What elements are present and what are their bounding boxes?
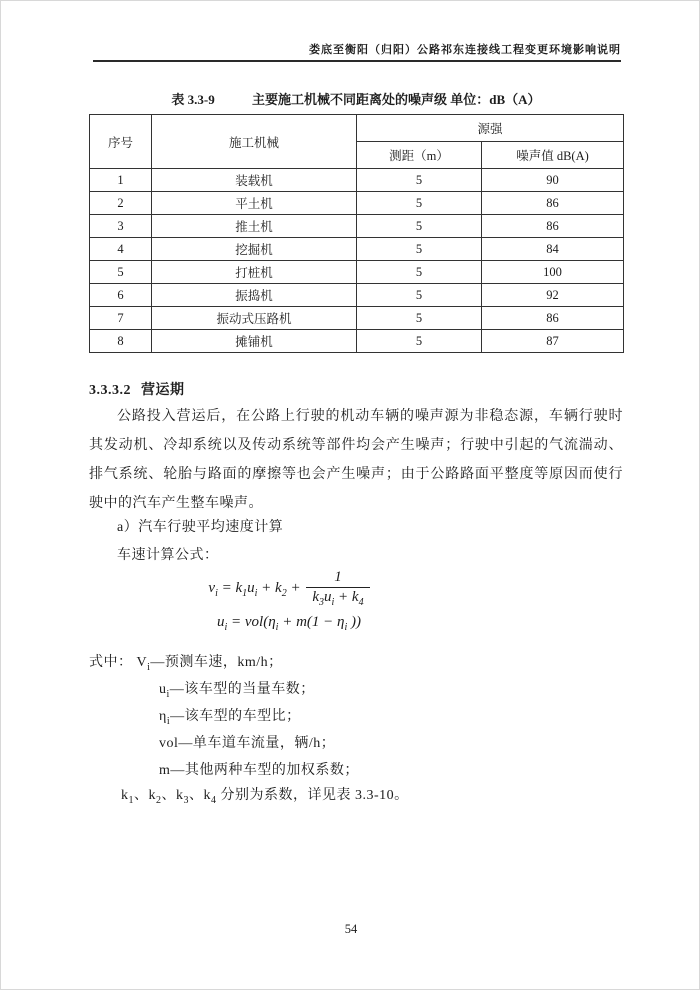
table-row [90, 307, 624, 330]
definition-line [89, 730, 623, 757]
cell-machine: 装载机 [152, 169, 357, 192]
cell-distance: 5 [357, 192, 482, 215]
section-title: 营运期 [141, 383, 185, 398]
cell-noise: 86 [482, 192, 624, 215]
formula-lhs: $v_i = k_1u_i + k_2$ + [208, 579, 305, 599]
section-heading [89, 379, 185, 399]
body-paragraph: 公路投入营运后，在公路上行驶的机动车辆的噪声源为非稳态源，车辆行驶时其发动机、冷却系统以及传动系统等部件均会产生噪声；行驶中引起的气流湍动、排气系统、轮胎与路面的摩擦等也会产生噪声；由于公路路面平整度等原因而使行驶中的汽车产生整车噪声。 [89, 409, 623, 511]
table-header [90, 115, 624, 169]
cell-noise: 90 [482, 169, 624, 192]
header-no: 序号 [90, 115, 152, 169]
cell-no: 6 [90, 284, 152, 307]
cell-machine: 平土机 [152, 192, 357, 215]
table-title: 主要施工机械不同距离处的噪声级 单位：dB（A） [252, 92, 541, 107]
cell-distance: 5 [357, 238, 482, 261]
definition-line [89, 676, 623, 703]
cell-noise: 92 [482, 284, 624, 307]
table-row [90, 284, 624, 307]
noise-levels-table [89, 114, 624, 353]
table-row [90, 261, 624, 284]
cell-no: 4 [90, 238, 152, 261]
table-row [90, 330, 624, 353]
cell-machine: 振动式压路机 [152, 307, 357, 330]
header-source-strength: 源强 [357, 115, 624, 142]
speed-formula [89, 569, 489, 608]
table-row [90, 238, 624, 261]
cell-noise: 100 [482, 261, 624, 284]
running-header [93, 41, 621, 62]
header-distance: 测距（m） [357, 142, 482, 169]
header-machine: 施工机械 [152, 115, 357, 169]
cell-distance: 5 [357, 330, 482, 353]
definition-line [89, 649, 623, 676]
cell-machine: 打桩机 [152, 261, 357, 284]
header-noise-value: 噪声值 dB(A) [482, 142, 624, 169]
table-row [90, 192, 624, 215]
cell-no: 8 [90, 330, 152, 353]
cell-no: 3 [90, 215, 152, 238]
cell-machine: 摊铺机 [152, 330, 357, 353]
table-row [90, 169, 624, 192]
cell-no: 1 [90, 169, 152, 192]
item-a-heading: a）汽车行驶平均速度计算 [117, 520, 284, 535]
definition-line [89, 757, 623, 784]
cell-machine: 振捣机 [152, 284, 357, 307]
coefficients-note: $k_1$、$k_2$、$k_3$、$k_4$ 分别为系数，详见表 3.3-10。 [121, 788, 409, 806]
definition-line [89, 703, 623, 730]
formula-block [89, 569, 489, 639]
cell-distance: 5 [357, 215, 482, 238]
equivalent-volume-formula: $u_i = vol(\eta_i + m(1 - \eta_i$ )) [216, 614, 362, 633]
cell-no: 7 [90, 307, 152, 330]
section-number: 3.3.3.2 [89, 383, 131, 398]
cell-machine: 挖掘机 [152, 238, 357, 261]
cell-noise: 84 [482, 238, 624, 261]
definitions-intro: 式中： [89, 655, 133, 670]
definition-item: m—其他两种车型的加权系数； [159, 763, 359, 778]
fraction-denominator: $k_3u_i + k_4$ [312, 589, 364, 608]
cell-noise: 86 [482, 215, 624, 238]
definition-item: $V_i—$预测车速，km/h； [136, 655, 283, 673]
cell-no: 2 [90, 192, 152, 215]
definition-item: vol—单车道车流量，辆/h； [159, 736, 336, 751]
table-row [90, 215, 624, 238]
cell-noise: 87 [482, 330, 624, 353]
cell-distance: 5 [357, 169, 482, 192]
fraction-numerator: 1 [306, 569, 369, 588]
page-number: 54 [344, 922, 358, 936]
table-number-label: 表 3.3-9 [171, 92, 215, 107]
formula-fraction [306, 569, 369, 608]
cell-distance: 5 [357, 307, 482, 330]
definition-item: $u_i—$该车型的当量车数； [159, 682, 315, 700]
symbol-definitions [89, 649, 623, 784]
cell-machine: 推土机 [152, 215, 357, 238]
cell-distance: 5 [357, 284, 482, 307]
formula-intro: 车速计算公式： [117, 548, 219, 563]
table-caption [89, 89, 623, 108]
cell-distance: 5 [357, 261, 482, 284]
document-title: 娄底至衡阳（归阳）公路祁东连接线工程变更环境影响说明 [309, 44, 621, 56]
definition-item: $\eta_i—$该车型的车型比； [159, 709, 301, 727]
cell-no: 5 [90, 261, 152, 284]
cell-noise: 86 [482, 307, 624, 330]
